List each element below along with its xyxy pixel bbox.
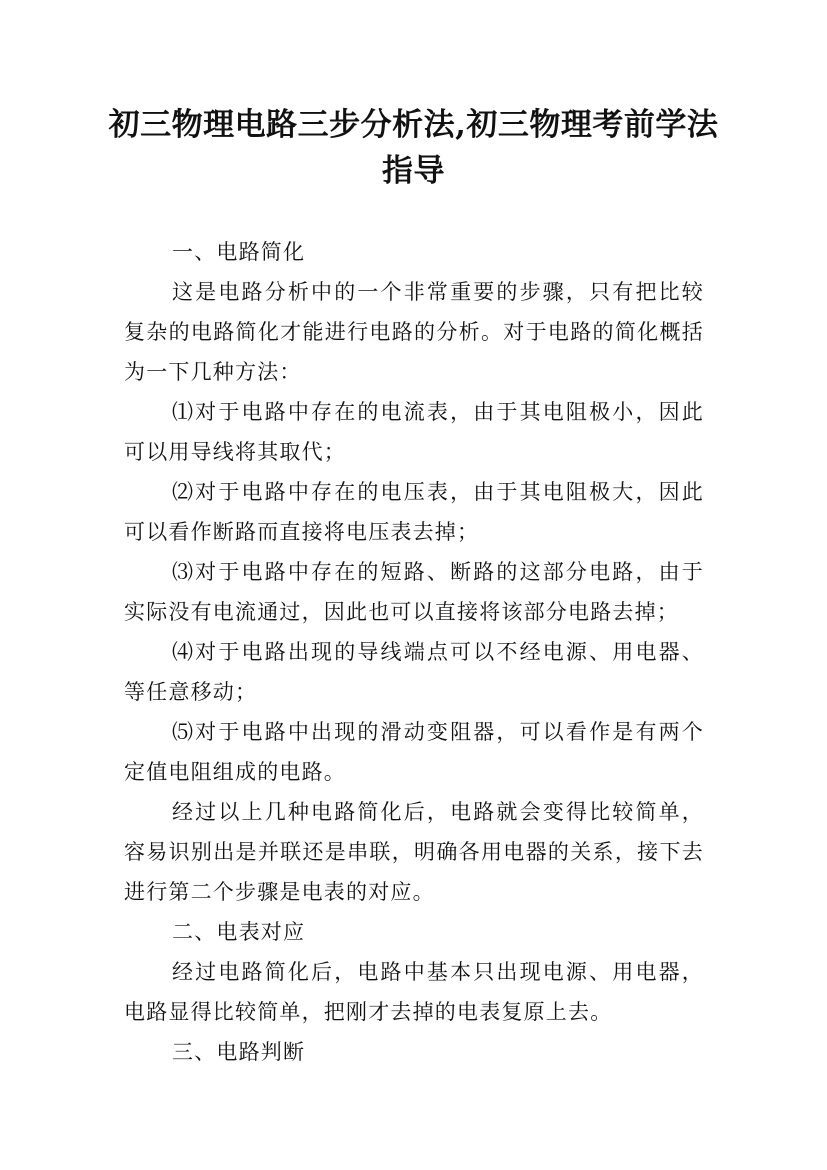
section-heading-2: 二、电表对应	[172, 920, 306, 944]
list-item-2: ⑵对于电路中存在的电压表，由于其电阻极大，因此可以看作断路而直接将电压表去掉；	[124, 480, 704, 544]
document-body	[124, 232, 704, 1072]
paragraph-intro: 这是电路分析中的一个非常重要的步骤，只有把比较复杂的电路简化才能进行电路的分析。对于电路的简化概括为一下几种方法：	[124, 280, 704, 384]
section-heading-3: 三、电路判断	[172, 1040, 306, 1064]
document-title: 初三物理电路三步分析法,初三物理考前学法指导	[108, 107, 719, 189]
list-item-3: ⑶对于电路中存在的短路、断路的这部分电路，由于实际没有电流通过，因此也可以直接将该部分电路去掉；	[124, 560, 704, 624]
paragraph-summary: 经过以上几种电路简化后，电路就会变得比较简单，容易识别出是并联还是串联，明确各用电器的关系，接下去进行第二个步骤是电表的对应。	[124, 800, 704, 904]
paragraph-meter: 经过电路简化后，电路中基本只出现电源、用电器，电路显得比较简单，把刚才去掉的电表复原上去。	[124, 960, 704, 1024]
list-item-1: ⑴对于电路中存在的电流表，由于其电阻极小，因此可以用导线将其取代；	[124, 400, 704, 464]
list-item-5: ⑸对于电路中出现的滑动变阻器，可以看作是有两个定值电阻组成的电路。	[124, 720, 704, 784]
list-item-4: ⑷对于电路出现的导线端点可以不经电源、用电器、等任意移动；	[124, 640, 704, 704]
section-heading-1: 一、电路简化	[172, 240, 306, 264]
